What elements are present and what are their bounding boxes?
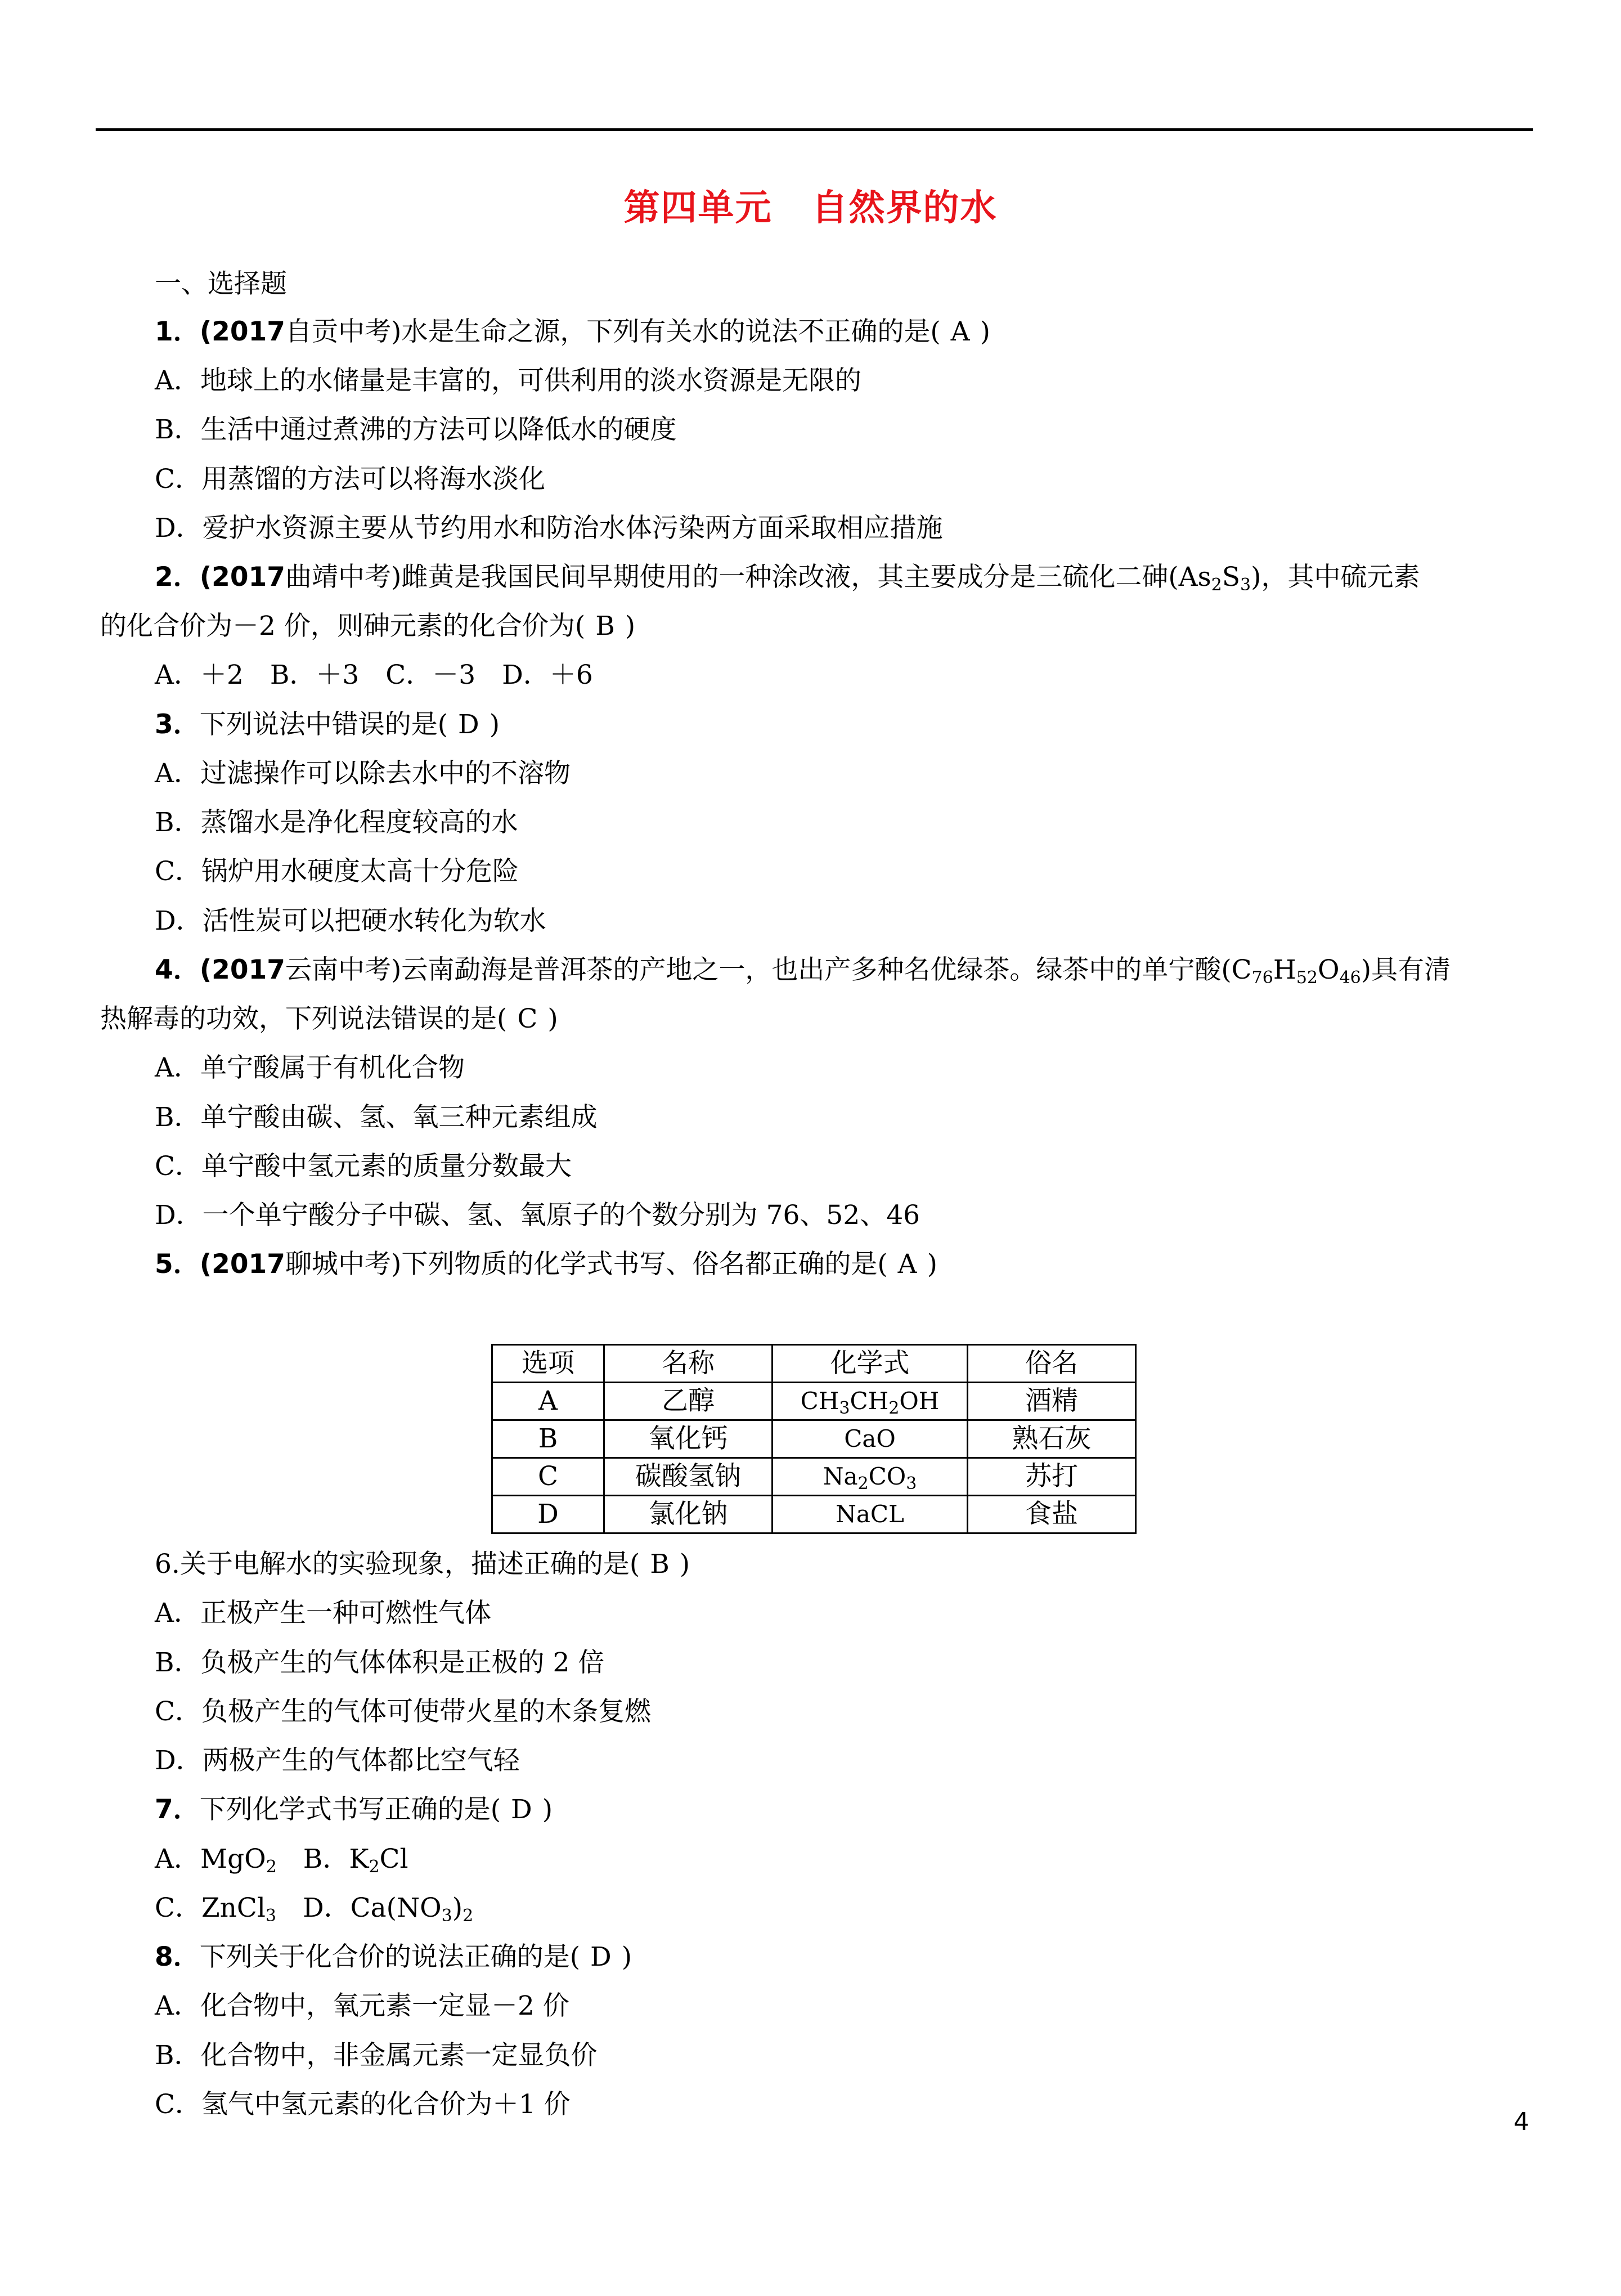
answer-5: A: [897, 1249, 917, 1280]
answer-1: A: [950, 316, 970, 347]
question-2-stem: 2．(2017曲靖中考)雌黄是我国民间早期使用的一种涂改液，其主要成分是三硫化二砷$(As_2S_3)$，其中硫元素: [155, 562, 1420, 595]
question-4-stem-cont: 热解毒的功效，下列说法错误的是( C ): [100, 999, 558, 1039]
table-cell: 碳酸氢钠: [604, 1458, 773, 1496]
title-unit: 第四单元: [623, 187, 773, 229]
question-2-stem-cont: 的化合价为－2 价，则砷元素的化合价为( B ): [100, 607, 635, 646]
q7-options-cd: C．ZnCl$_3$ D．$Ca(NO_3)_2$: [155, 1893, 474, 1926]
answer-8: D: [590, 1941, 612, 1972]
table-cell: 熟石灰: [968, 1420, 1136, 1458]
page-number: 4: [1514, 2107, 1529, 2136]
q1-option-b: B．生活中通过煮沸的方法可以降低水的硬度: [155, 414, 677, 445]
q1-option-a: A．地球上的水储量是丰富的，可供利用的淡水资源是无限的: [155, 365, 861, 396]
table-cell-formula: CaO: [773, 1420, 968, 1458]
table-header: 化学式: [773, 1345, 968, 1383]
header-rule: [96, 128, 1533, 131]
table-header: 名称: [604, 1345, 773, 1383]
q8-option-b: B．化合物中，非金属元素一定显负价: [155, 2040, 598, 2071]
question-5-stem: 5．(2017聊城中考)下列物质的化学式书写、俗名都正确的是( A ): [155, 1245, 937, 1284]
question-6-stem: 6.关于电解水的实验现象，描述正确的是( B ): [155, 1545, 690, 1584]
question-7-stem: 7．下列化学式书写正确的是( D ): [155, 1790, 553, 1829]
table-header: 选项: [492, 1345, 604, 1383]
table-cell: 苏打: [968, 1458, 1136, 1496]
answer-7: D: [511, 1794, 532, 1825]
q6-option-d: D．两极产生的气体都比空气轻: [155, 1745, 520, 1776]
q7-options-ab: A．MgO$_2$ B．$K_2Cl$: [155, 1844, 408, 1877]
q6-option-a: A．正极产生一种可燃性气体: [155, 1598, 491, 1629]
q4-option-c: C．单宁酸中氢元素的质量分数最大: [155, 1151, 572, 1182]
q8-option-c: C．氢气中氢元素的化合价为＋1 价: [155, 2089, 571, 2120]
q8-option-a: A．化合物中，氧元素一定显－2 价: [155, 1990, 569, 2021]
table-cell: C: [492, 1458, 604, 1496]
table-header: 俗名: [968, 1345, 1136, 1383]
q4-option-b: B．单宁酸由碳、氢、氧三种元素组成: [155, 1102, 598, 1133]
title-topic: 自然界的水: [811, 187, 998, 229]
table-row: [492, 1420, 1136, 1458]
table-row: [492, 1458, 1136, 1496]
table-row: [492, 1383, 1136, 1420]
q4-option-a: A．单宁酸属于有机化合物: [155, 1052, 465, 1083]
q3-option-b: B．蒸馏水是净化程度较高的水: [155, 807, 518, 838]
table-cell: 酒精: [968, 1383, 1136, 1420]
q2-options: A．＋2 B．＋3 C．－3 D．＋6: [155, 660, 593, 690]
page-title: [0, 183, 1621, 234]
table-cell: 氧化钙: [604, 1420, 773, 1458]
answer-2: B: [595, 611, 615, 642]
question-1-stem: 1．(2017自贡中考)水是生命之源，下列有关水的说法不正确的是( A ): [155, 312, 990, 352]
q3-option-a: A．过滤操作可以除去水中的不溶物: [155, 758, 571, 789]
q1-option-c: C．用蒸馏的方法可以将海水淡化: [155, 464, 545, 495]
table-cell: A: [492, 1383, 604, 1420]
table-cell: 食盐: [968, 1496, 1136, 1533]
q3-option-c: C．锅炉用水硬度太高十分危险: [155, 856, 519, 887]
question-8-stem: 8．下列关于化合价的说法正确的是( D ): [155, 1938, 632, 1977]
table-cell-formula: $CH_3CH_2OH$: [773, 1383, 968, 1420]
question-3-stem: 3．下列说法中错误的是( D ): [155, 705, 500, 745]
table-cell: B: [492, 1420, 604, 1458]
q6-option-b: B．负极产生的气体体积是正极的 2 倍: [155, 1647, 605, 1678]
table-cell-formula: NaCL: [773, 1496, 968, 1533]
table-cell-formula: $Na_2CO_3$: [773, 1458, 968, 1496]
section-heading: 一、选择题: [155, 268, 287, 299]
answer-3: D: [458, 709, 479, 740]
table-cell: D: [492, 1496, 604, 1533]
q3-option-d: D．活性炭可以把硬水转化为软水: [155, 905, 546, 936]
table-header-row: [492, 1345, 1136, 1383]
q5-options-table: [491, 1344, 1137, 1534]
q6-option-c: C．负极产生的气体可使带火星的木条复燃: [155, 1696, 651, 1727]
answer-6: B: [650, 1549, 670, 1580]
q1-option-d: D．爱护水资源主要从节约用水和防治水体污染两方面采取相应措施: [155, 513, 943, 544]
table-cell: 乙醇: [604, 1383, 773, 1420]
table-cell: 氯化钠: [604, 1496, 773, 1533]
question-4-stem: 4．(2017云南中考)云南勐海是普洱茶的产地之一，也出产多种名优绿茶。绿茶中的单宁酸$(C_{76}H_{52}O_{46})$具有清: [155, 954, 1451, 988]
answer-4: C: [517, 1003, 538, 1034]
table-row: [492, 1496, 1136, 1533]
q4-option-d: D．一个单宁酸分子中碳、氢、氧原子的个数分别为 76、52、46: [155, 1200, 920, 1231]
